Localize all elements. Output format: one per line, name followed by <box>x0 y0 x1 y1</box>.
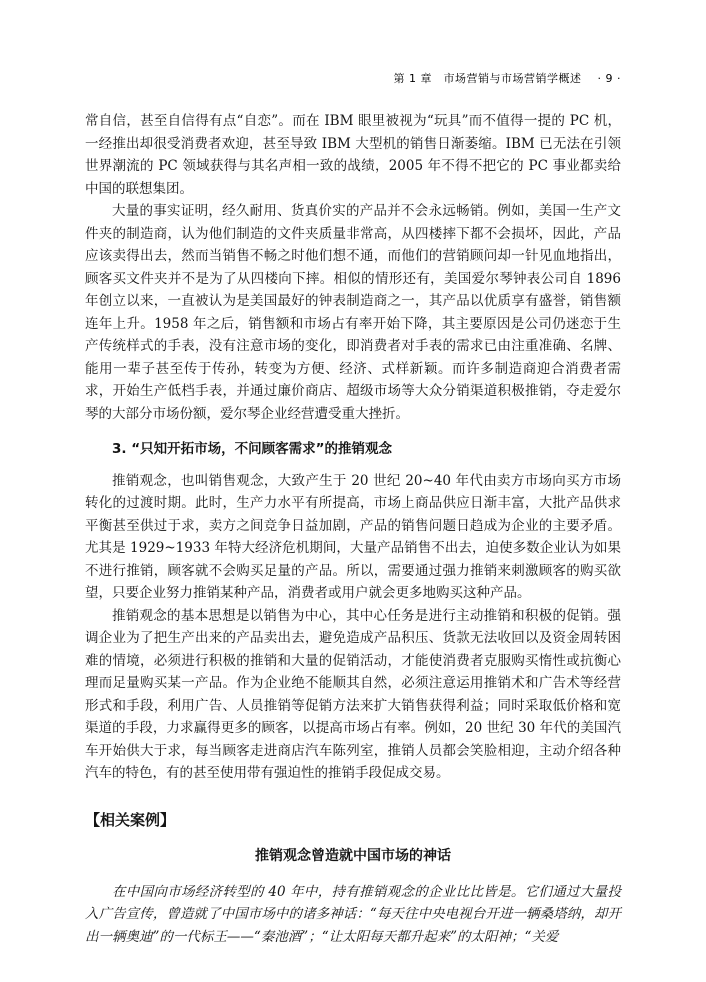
chapter-title: 第 1 章 市场营销与市场营销学概述 <box>393 72 582 85</box>
paragraph-continued: 常自信，甚至自信得有点“自恋”。而在 IBM 眼里被视为“玩具”而不值得一提的 PC 机，一经推出却很受消费者欢迎，甚至导致 IBM 大型机的销售日渐萎缩。IBM 已无法在引领世界潮流的 PC 领域获得与其名声相一致的战绩，2005 年不得不把它的 PC 事业都卖给中国的联想集团。 <box>85 113 621 197</box>
case-paragraph: 在中国向市场经济转型的 40 年中，持有推销观念的企业比比皆是。它们通过大量投入广告宣传，曾造就了中国市场中的诸多神话：“每天往中央电视台开进一辆桑塔纳，却开出一辆奥迪”的一代标王——“秦池酒”；“让太阳每天都升起来”的太阳神；“关爱 <box>85 883 621 945</box>
paragraph-selling-concept-core: 推销观念的基本思想是以销售为中心，其中心任务是进行主动推销和积极的促销。强调企业为了把生产出来的产品卖出去，避免造成产品积压、货款无法收回以及资金周转困难的情境，必须进行积极的推销和大量的促销活动，才能使消费者克服购买惰性或抗衡心理而足量购买某一产品。作为企业绝不能顺其自然，必须注意运用推销术和广告术等经营形式和手段，利用广告、人员推销等促销方法来扩大销售获得利益；同时采取低价格和宽渠道的手段，力求赢得更多的顾客，以提高市场占有率。例如，20 世纪 30 年代的美国汽车开始供大于求，每当顾客走进商店汽车陈列室，推销人员都会笑脸相迎，主动介绍各种汽车的特色，有的甚至使用带有强迫性的推销手段促成交易。 <box>85 607 621 781</box>
body-text <box>85 110 621 948</box>
running-head <box>85 70 621 86</box>
paragraph-filing-cabinet-watch-case: 大量的事实证明，经久耐用、货真价实的产品并不会永远畅销。例如，美国一生产文件夹的制造商，认为他们制造的文件夹质量非常高，从四楼摔下都不会损坏，因此，产品应该卖得出去，然而当销售不畅之时他们想不通，而他们的营销顾问却一针见血地指出，顾客买文件夹并不是为了从四楼向下摔。相似的情形还有，美国爱尔琴钟表公司自 1896 年创立以来，一直被认为是美国最好的钟表制造商之一，其产品以优质享有盛誉，销售额连年上升。1958 年之后，销售额和市场占有率开始下降，其主要原因是公司仍迷恋于生产传统样式的手表，没有注意市场的变化，即消费者对手表的需求已由注重准确、名牌、能用一辈子甚至传于传孙，转变为方便、经济、式样新颖。而许多制造商迎合消费者需求，开始生产低档手表，并通过廉价商店、超级市场等大众分销渠道积极推销，夺走爱尔琴的大部分市场份额，爱尔琴企业经营遭受重大挫折。 <box>85 203 621 422</box>
section-heading-selling-concept: 3. “只知开拓市场，不问顾客需求”的推销观念 <box>112 441 392 457</box>
related-case-label: 【相关案例】 <box>85 810 176 829</box>
page-number: · 9 · <box>597 72 621 85</box>
case-title: 推销观念曾造就中国市场的神话 <box>255 847 451 864</box>
paragraph-selling-concept-origin: 推销观念，也叫销售观念，大致产生于 20 世纪 20~40 年代由卖方市场向买方市场转化的过渡时期。此时，生产力水平有所提高，市场上商品供应日渐丰富，大批产品供求平衡甚至供过于求，卖方之间竞争日益加剧，产品的销售问题日趋成为企业的主要矛盾。尤其是 1929~1933 年特大经济危机期间，大量产品销售不出去，迫使多数企业认为如果不进行推销，顾客就不会购买足量的产品。所以，需要通过强力推销来刺激顾客的购买欲望，只要企业努力推销某种产品，消费者或用户就会更多地购买这种产品。 <box>85 472 621 601</box>
